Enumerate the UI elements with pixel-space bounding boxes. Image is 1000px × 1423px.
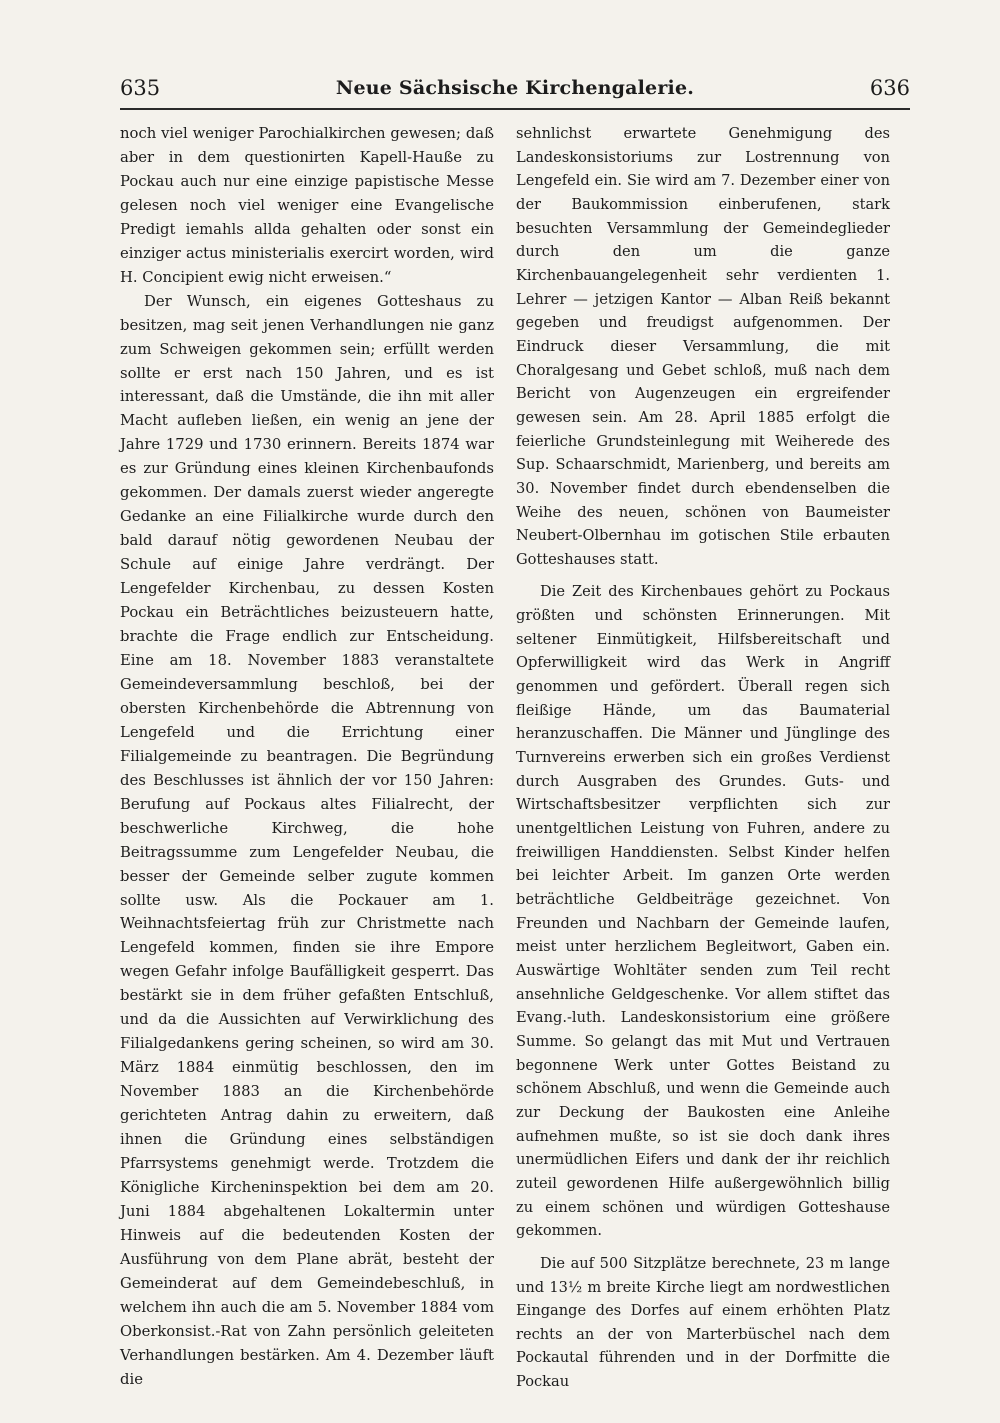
left-paragraph-1: noch viel weniger Parochialkirchen gewesen; daß aber in dem questionirten Kapell-Hauße zu Pockau auch nur eine einzige papistische Messe gelesen noch viel weniger eine Evangelische Predigt iemahls allda gehalten oder sonst ein einziger actus ministerialis exercirt worden, wird H. Concipient ewig nicht erweisen.“ <box>120 125 494 286</box>
page-number-left: 635 <box>120 76 161 100</box>
header-rule <box>120 108 910 110</box>
page-header <box>120 76 910 108</box>
right-paragraph-3: Die auf 500 Sitzplätze berechnete, 23 m lange und 13½ m breite Kirche liegt am nordwestlichen Eingange des Dorfes auf einem erhöhten Platz rechts an der von Marterbüschel nach dem Pockautal führenden und in der Dorfmitte die Pockau <box>516 1254 890 1391</box>
left-column <box>120 122 494 1392</box>
running-title: Neue Sächsische Kirchengalerie. <box>335 77 695 99</box>
right-column <box>516 122 890 1394</box>
page-number-right: 636 <box>869 76 910 100</box>
left-paragraph-2: Der Wunsch, ein eigenes Gotteshaus zu besitzen, mag seit jenen Verhandlungen nie ganz zum Schweigen gekommen sein; erfüllt werden sollte er erst nach 150 Jahren, und es ist interessant, daß die Umstände, die ihn mit aller Macht aufleben ließen, ein wenig an jene der Jahre 1729 und 1730 erinnern. Bereits 1874 war es zur Gründung eines kleinen Kirchenbaufonds gekommen. Der damals zuerst wieder angeregte Gedanke an eine Filialkirche wurde durch den bald darauf nötig gewordenen Neubau der Schule auf einige Jahre verdrängt. Der Lengefelder Kirchenbau, zu dessen Kosten Pockau ein Beträchtliches beizusteuern hatte, brachte die Frage endlich zur Entscheidung. Eine am 18. November 1883 veranstaltete Gemeindeversammlung beschloß, bei der obersten Kirchenbehörde die Abtrennung von Lengefeld und die Errichtung einer Filialgemeinde zu beantragen. Die Begründung des Beschlusses ist ähnlich der vor 150 Jahren: Berufung auf Pockaus altes Filialrecht, der beschwerliche Kirchweg, die hohe Beitragssumme zum Lengefelder Neubau, die besser der Gemeinde selber zugute kommen sollte usw. Als die Pockauer am 1. Weihnachtsfeiertag früh zur Christmette nach Lengefeld kommen, finden sie ihre Empore wegen Gefahr infolge Baufälligkeit gesperrt. Das bestärkt sie in dem früher gefaßten Entschluß, und da die Aussichten auf Verwirklichung des Filialgedankens gering scheinen, so wird am 30. März 1884 einmütig beschlossen, den im November 1883 an die Kirchenbehörde gerichteten Antrag dahin zu erweitern, daß ihnen die Gründung eines selbständigen Pfarrsystems genehmigt werde. Trotzdem die Königliche Kircheninspektion bei dem am 20. Juni 1884 abgehaltenen Lokaltermin unter Hinweis auf die bedeutenden Kosten der Ausführung von dem Plane abrät, besteht der Gemeinderat auf dem Gemeindebeschluß, in welchem ihn auch die am 5. November 1884 vom Oberkonsist.-Rat von Zahn persönlich geleiteten Verhandlungen bestärken. Am 4. Dezember läuft die <box>120 292 494 1388</box>
right-paragraph-2: Die Zeit des Kirchenbaues gehört zu Pockaus größten und schönsten Erinnerungen. Mit seltener Einmütigkeit, Hilfsbereitschaft und Opferwilligkeit wird das Werk in Angriff genommen und gefördert. Überall regen sich fleißige Hände, um das Baumaterial heranzuschaffen. Die Männer und Jünglinge des Turnvereins erwerben sich ein großes Verdienst durch Ausgraben des Grundes. Guts- und Wirtschaftsbesitzer verpflichten sich zur unentgeltlichen Leistung von Fuhren, andere zu freiwilligen Handdiensten. Selbst Kinder helfen bei leichter Arbeit. Im ganzen Orte werden beträchtliche Geldbeiträge gezeichnet. Von Freunden und Nachbarn der Gemeinde laufen, meist unter herzlichem Begleitwort, Gaben ein. Auswärtige Wohltäter senden zum Teil recht ansehnliche Geldgeschenke. Vor allem stiftet das Evang.-luth. Landeskonsistorium eine größere Summe. So gelangt das mit Mut und Vertrauen begonnene Werk unter Gottes Beistand zu schönem Abschluß, und wenn die Gemeinde auch zur Deckung der Baukosten eine Anleihe aufnehmen mußte, so ist sie doch dank ihres unermüdlichen Eifers und dank der ihr reichlich zuteil gewordenen Hilfe außergewöhnlich billig zu einem schönen und würdigen Gotteshause gekommen. <box>516 583 890 1240</box>
right-paragraph-1: sehnlichst erwartete Genehmigung des Landeskonsistoriums zur Lostrennung von Lengefeld ein. Sie wird am 7. Dezember einer von der Baukommission einberufenen, stark besuchten Versammlung der Gemeindeglieder durch den um die ganze Kirchenbauangelegenheit sehr verdienten 1. Lehrer — jetzigen Kantor — Alban Reiß bekannt gegeben und freudigst aufgenommen. Der Eindruck dieser Versammlung, die mit Choralgesang und Gebet schloß, muß nach dem Bericht von Augenzeugen ein ergreifender gewesen sein. Am 28. April 1885 erfolgt die feierliche Grundsteinlegung mit Weiherede des Sup. Schaarschmidt, Marienberg, und bereits am 30. November findet durch ebendenselben die Weihe des neuen, schönen von Baumeister Neubert-Olbernhau im gotischen Stile erbauten Gotteshauses statt. <box>516 125 890 568</box>
